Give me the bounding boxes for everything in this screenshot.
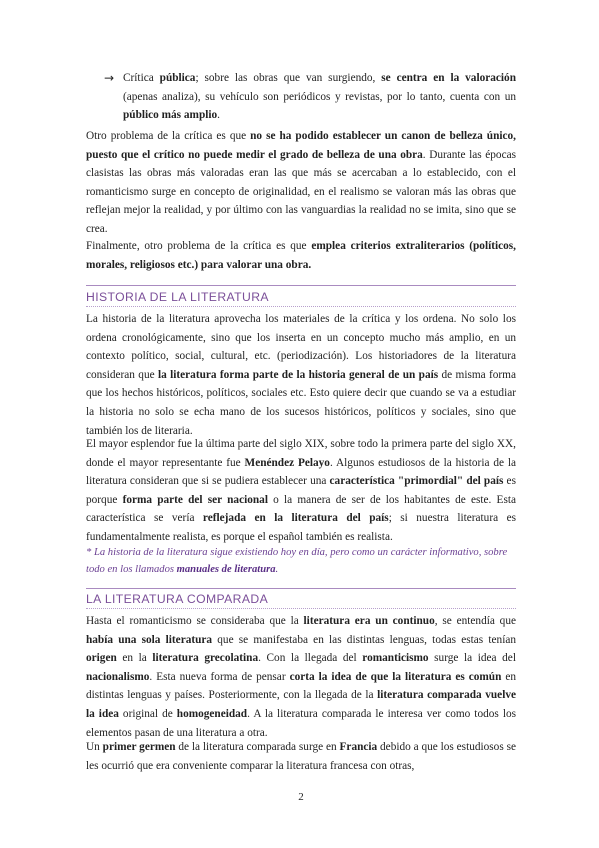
section-heading-historia: HISTORIA DE LA LITERATURA: [86, 290, 269, 304]
bullet-text: Crítica pública; sobre las obras que van surgiendo, se centra en la valoración (apenas analiza), su vehículo son periódicos y revistas, por lo tanto, cuenta con un público más amplio.: [123, 72, 516, 122]
paragraph-literatura-comparada: Hasta el romanticismo se consideraba que la literatura era un continuo, se entendía que había una sola literatura que se manifestaba en las distintas lenguas, todas estas tenían origen en la literatura grecolatina. Con la llegada del romanticismo surge la idea del nacionalismo. Esta nueva forma de pensar corta la idea de que la literatura es común en distintas lenguas y países. Posteriormente, con la llegada de la literatura comparada vuelve la idea original de homogeneidad. A la literatura comparada le interesa ver como todos los elementos pasan de una literatura a otra.: [86, 615, 516, 739]
paragraph-historia-literatura: La historia de la literatura aprovecha los materiales de la crítica y los ordena. No solo los ordena cronológicamente, sino que los inserta en un concepto mucho más amplio, en un contexto político, social, cultural, etc. (periodización). Los historiadores de la literatura consideran que la literatura forma parte de la historia general de un país de misma forma que los hechos históricos, políticos, sociales etc. Esto quiere decir que cuando se va a estudiar la historia no solo se echa mano de los sucesos históricos, políticos y sociales, sino que también los de literaria.: [86, 313, 516, 437]
page-number: 2: [298, 791, 304, 803]
paragraph-mayor-esplendor: El mayor esplendor fue la última parte del siglo XIX, sobre todo la primera parte del siglo XX, donde el mayor representante fue Menéndez Pelayo. Algunos estudiosos de la historia de la literatura consideran que si se pudiera establecer una característica "primordial" del país es porque forma parte del ser nacional o la manera de ser de los habitantes de este. Esta característica se vería reflejada en la literatura del país; si nuestra literatura es fundamentalmente realista, es porque el español también es realista.: [86, 438, 516, 543]
section-divider: [86, 285, 516, 286]
section-divider: [86, 588, 516, 589]
arrow-bullet-icon: →: [104, 71, 115, 85]
note-manuales: * La historia de la literatura sigue existiendo hoy en día, pero como un carácter informativo, sobre todo en los llamados manuales de literatura.: [86, 547, 508, 575]
section-underline: [86, 306, 516, 307]
section-underline: [86, 608, 516, 609]
section-heading-comparada: LA LITERATURA COMPARADA: [86, 592, 269, 606]
paragraph-canon-belleza: Otro problema de la crítica es que no se ha podido establecer un canon de belleza único, puesto que el crítico no puede medir el grado de belleza de una obra. Durante las épocas clasistas las obras más valoradas eran las que más se acercaban a lo establecido, con el romanticismo surge en concepto de originalidad, en el realismo se valoran más las obras que reflejan mejor la realidad, y por último con las vanguardias la realidad no se imita, sino que se crea.: [86, 130, 517, 235]
paragraph-primer-germen: Un primer germen de la literatura comparada surge en Francia debido a que los estudiosos se les ocurrió que era conveniente comparar la literatura francesa con otras,: [86, 741, 516, 772]
document-page: [86, 0, 516, 848]
bullet-critica-publica: [86, 69, 516, 125]
paragraph-criterios-extraliterarios: Finalmente, otro problema de la crítica es que emplea criterios extraliterarios (políticos, morales, religiosos etc.) para valorar una obra.: [86, 240, 516, 271]
